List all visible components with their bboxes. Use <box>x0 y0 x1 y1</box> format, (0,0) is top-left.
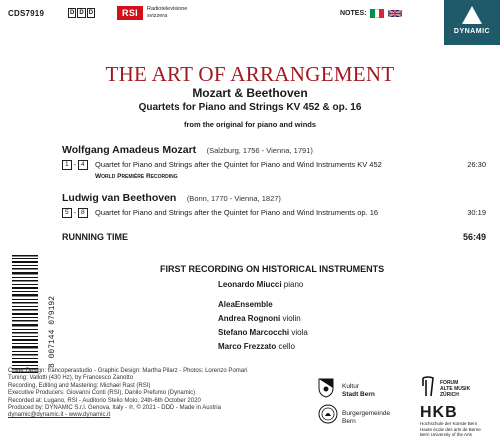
performer-name: Andrea Rognoni <box>218 314 281 323</box>
credit-line: Cover Design: francoperastudio - Graphic Design: Martha Pilarz - Photos: Lorenzo Pomari <box>8 368 248 374</box>
credits-block <box>8 368 308 420</box>
kultur-stadt-bern-logo: Kultur Stadt Bern <box>342 383 375 398</box>
barcode-digits: 8 007144 079192 <box>48 295 57 368</box>
catalog-number: CDS7919 <box>8 9 45 18</box>
ddd-badges <box>68 8 95 18</box>
forum-alte-musik-logo: FORUM ALTE MUSIK ZÜRICH <box>440 380 471 398</box>
composer-dates: (Salzburg, 1756 - Vienna, 1791) <box>206 146 313 155</box>
performer-pianist <box>218 280 303 289</box>
beethoven-tracks: 5 - 8 <box>62 208 88 218</box>
composer-name: Wolfgang Amadeus Mozart <box>62 144 197 156</box>
performer-instrument: cello <box>278 342 295 351</box>
performer-name: Leonardo Miucci <box>218 280 282 289</box>
beethoven-heading <box>62 188 281 206</box>
album-works: Quartets for Piano and Strings KV 452 & op. 16 <box>138 102 362 113</box>
forum-alte-musik-icon <box>420 376 436 398</box>
track-duration: 30:19 <box>467 208 486 217</box>
running-time-label: RUNNING TIME <box>62 232 128 242</box>
triangle-icon <box>462 6 482 24</box>
track-duration: 26:30 <box>467 160 486 169</box>
burgergemeinde-seal-icon <box>318 404 338 424</box>
notes-label: NOTES: <box>340 10 367 17</box>
credit-line: Recording, Editing and Mastering: Michael Rast (RSI) <box>8 382 151 389</box>
credit-line: Produced by: DYNAMIC S.r.l. Genova, Italy - ℗, © 2021 - DDD - Made in Austria <box>8 405 221 412</box>
dynamic-logo-text: DYNAMIC <box>453 28 491 35</box>
contact-line[interactable]: dynamic@dynamic.it - www.dynamic.it <box>8 412 111 419</box>
album-title: THE ART OF ARRANGEMENT <box>105 62 395 86</box>
italian-flag-icon <box>370 9 384 18</box>
hkb-caption: Hochschule der Künste Bern Haute école des arts de Berne Bern University of the Arts <box>420 421 481 437</box>
composer-name: Ludwig van Beethoven <box>62 192 177 204</box>
ddd-badge: D <box>88 10 94 16</box>
track-number: 8 <box>78 208 88 218</box>
performer-name: Marco Frezzato <box>218 342 277 351</box>
barcode-icon <box>12 255 38 373</box>
uk-flag-icon <box>388 9 402 18</box>
credit-line: Executive Producers: Giovanni Conti (RSI), Danilo Prefumo (Dynamic) <box>8 390 196 397</box>
rsi-caption <box>147 6 187 20</box>
burgergemeinde-bern-logo: Burgergemeinde Bern <box>342 410 391 425</box>
performer-name: Stefano Marcocchi <box>218 328 290 337</box>
credit-line: Recorded at: Lugano, RSI - Auditorio Stelio Molo, 24th-6th October 2020 <box>8 397 201 404</box>
album-subtitle: Mozart & Beethoven <box>192 86 308 100</box>
track-description: Quartet for Piano and Strings after the Quintet for Piano and Wind Instruments KV 452 <box>95 160 382 169</box>
first-recording-note: FIRST RECORDING ON HISTORICAL INSTRUMENTS <box>160 264 385 274</box>
mozart-heading <box>62 140 313 158</box>
performer-instrument: viola <box>291 328 308 337</box>
composer-dates: (Bonn, 1770 - Vienna, 1827) <box>186 194 281 203</box>
rsi-caption-line2: svizzera <box>147 13 168 19</box>
ddd-badge: D <box>79 10 84 16</box>
track-number: 5 <box>62 208 72 218</box>
ensemble-name: AleaEnsemble <box>218 300 273 309</box>
running-time-value: 56:49 <box>462 232 486 242</box>
rsi-logo: RSI <box>117 6 143 20</box>
performer-cello <box>218 342 295 351</box>
performer-violin <box>218 314 301 323</box>
bern-coat-of-arms-icon <box>318 378 334 398</box>
track-number: 4 <box>78 160 88 170</box>
hkb-logo: HKB <box>420 404 458 421</box>
mozart-tracks: 1 - 4 <box>62 160 88 170</box>
credit-line: Tuning: Vallotti (430 Hz), by Francesco Zanotto <box>8 375 134 382</box>
track-description: Quartet for Piano and Strings after the Quintet for Piano and Wind Instruments op. 16 <box>95 208 379 217</box>
premiere-note: World Première Recording <box>95 173 178 180</box>
ddd-badge: D <box>70 10 75 16</box>
original-note: from the original for piano and winds <box>183 120 317 129</box>
rsi-caption-line1: Radiotelevisione <box>147 6 188 12</box>
performer-viola <box>218 328 308 337</box>
track-number: 1 <box>62 160 72 170</box>
performer-instrument: violin <box>282 314 301 323</box>
dynamic-label-logo <box>444 0 500 45</box>
performer-instrument: piano <box>283 280 304 289</box>
